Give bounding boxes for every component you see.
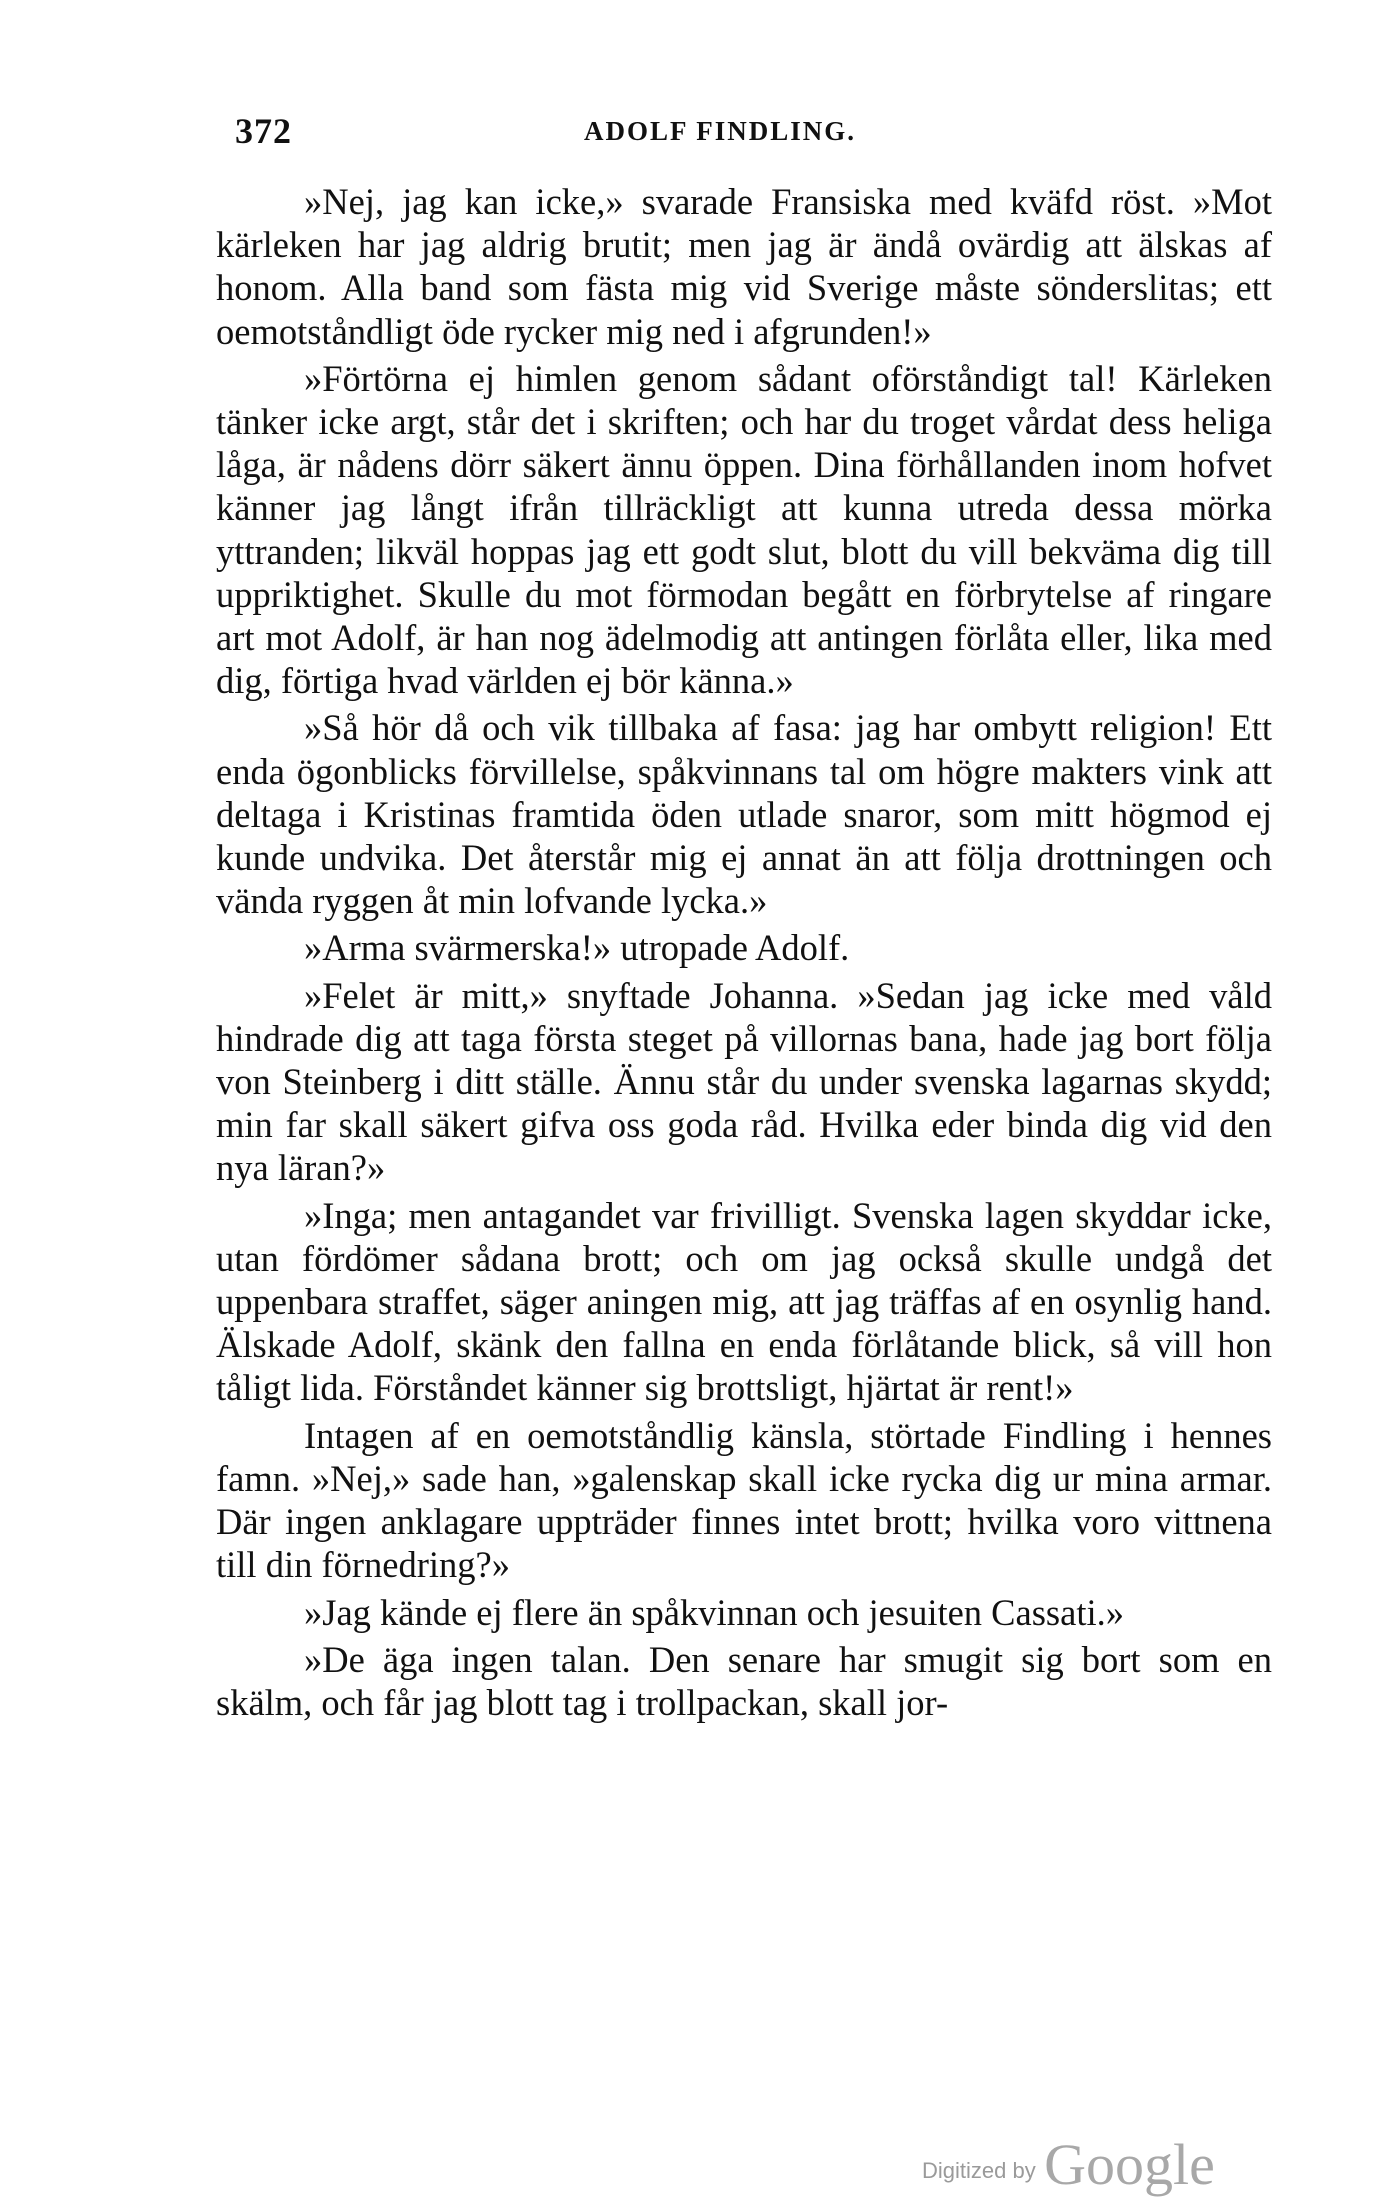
paragraph: »Jag kände ej flere än spåkvinnan och jesuiten Cassati.»: [304, 1591, 1124, 1633]
google-logo: Google: [1044, 2132, 1215, 2197]
paragraph: »Nej, jag kan icke,» svarade Fransiska med kväfd röst. »Mot kärleken har jag aldrig brutit; men jag är ändå ovärdig att älskas af honom. Alla band som fästa mig vid Sverige måste sönderslitas; ett oemotståndligt öde rycker mig ned i afgrunden!»: [216, 181, 1272, 352]
text-body: [216, 180, 1272, 1728]
digitized-watermark: [922, 2131, 1215, 2198]
paragraph: »Felet är mitt,» snyftade Johanna. »Sedan jag icke med våld hindrade dig att taga första steget på villornas bana, hade jag bort följa von Steinberg i ditt ställe. Ännu står du under svenska lagarnas skydd; min far skall säkert gifva oss goda råd. Hvilka eder binda dig vid den nya läran?»: [216, 974, 1272, 1189]
paragraph: Intagen af en oemotståndlig känsla, störtade Findling i hennes famn. »Nej,» sade han, »galenskap skall icke rycka dig ur mina armar. Där ingen anklagare uppträder finnes intet brott; hvilka voro vittnena till din förnedring?»: [216, 1414, 1272, 1586]
paragraph: »Inga; men antagandet var frivilligt. Svenska lagen skyddar icke, utan fördömer sådana brott; och om jag också skulle undgå det uppenbara straffet, säger aningen mig, att jag träffas af en osynlig hand. Älskade Adolf, skänk den fallna en enda förlåtande blick, så vill hon tåligt lida. Förståndet känner sig brottsligt, hjärtat är rent!»: [216, 1194, 1272, 1409]
paragraph: »Förtörna ej himlen genom sådant oförståndigt tal! Kärleken tänker icke argt, står det i skriften; och har du troget vårdat dess heliga låga, är nådens dörr säkert ännu öppen. Dina förhållanden inom hofvet känner jag långt ifrån tillräckligt att kunna utreda dessa mörka yttranden; likväl hoppas jag ett godt slut, blott du vill bekväma dig till uppriktighet. Skulle du mot förmodan begått en förbrytelse af ringare art mot Adolf, är han nog ädelmodig att antingen förlåta eller, lika med dig, förtiga hvad världen ej bör känna.»: [216, 357, 1272, 702]
page-number: 372: [235, 111, 292, 151]
digitized-prefix: Digitized by: [922, 2158, 1036, 2183]
paragraph: »Så hör då och vik tillbaka af fasa: jag har ombytt religion! Ett enda ögonblicks förvillelse, spåkvinnans tal om högre makters vink att deltaga i Kristinas framtida öden utlade snaror, som mitt högmod ej kunde undvika. Det återstår mig ej annat än att följa drottningen och vända ryggen åt min lofvande lycka.»: [216, 707, 1272, 922]
running-title: ADOLF FINDLING.: [583, 116, 856, 146]
paragraph: »De äga ingen talan. Den senare har smugit sig bort som en skälm, och får jag blott tag i trollpackan, skall jor-: [216, 1638, 1272, 1723]
paragraph: »Arma svärmerska!» utropade Adolf.: [304, 927, 850, 969]
